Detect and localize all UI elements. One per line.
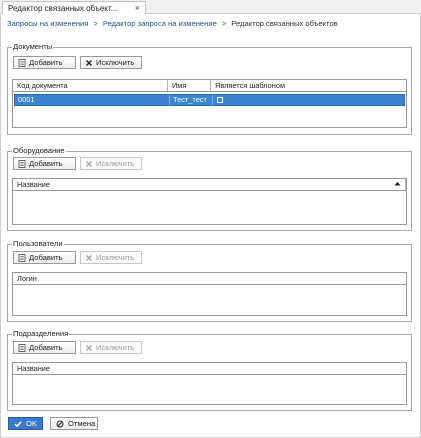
column-header-title[interactable]: Название xyxy=(17,364,51,373)
users-exclude-button[interactable] xyxy=(80,251,142,264)
breadcrumb-separator: > xyxy=(93,18,98,28)
departments-table xyxy=(12,362,407,405)
close-x-icon xyxy=(85,59,93,67)
equipment-group xyxy=(7,146,412,231)
departments-add-label: Добавить xyxy=(29,343,63,352)
breadcrumb-current: Редактор связанных объектов xyxy=(231,18,338,28)
tab-title: Редактор связанных объект... xyxy=(8,3,118,13)
users-add-label: Добавить xyxy=(29,253,63,262)
table-row[interactable] xyxy=(14,94,405,106)
equipment-exclude-button[interactable] xyxy=(80,157,142,170)
column-header-name[interactable]: Имя xyxy=(168,80,211,91)
documents-group xyxy=(7,42,412,135)
departments-legend: Подразделения xyxy=(13,329,69,338)
documents-exclude-button[interactable] xyxy=(80,56,142,69)
breadcrumb xyxy=(7,17,338,29)
cancel-button[interactable] xyxy=(50,417,98,430)
document-add-icon xyxy=(18,254,26,262)
users-table xyxy=(12,272,407,316)
close-x-icon xyxy=(85,160,93,168)
departments-group xyxy=(7,329,412,411)
close-x-icon xyxy=(85,344,93,352)
equipment-add-button[interactable] xyxy=(13,157,76,170)
cell-name: Тест_тест xyxy=(170,95,213,105)
breadcrumb-change-requests[interactable]: Запросы на изменения xyxy=(7,18,89,28)
documents-exclude-label: Исключить xyxy=(96,58,135,67)
equipment-table-header xyxy=(13,179,406,191)
document-add-icon xyxy=(18,344,26,352)
users-legend: Пользователи xyxy=(13,239,63,248)
cancel-label: Отмена xyxy=(68,419,96,428)
is-template-checkbox[interactable] xyxy=(217,97,223,103)
breadcrumb-separator: > xyxy=(221,18,227,28)
documents-table xyxy=(12,79,407,128)
cell-is-template xyxy=(213,95,404,105)
sort-ascending-icon[interactable] xyxy=(394,180,401,190)
documents-add-label: Добавить xyxy=(29,58,63,67)
ok-label: OK xyxy=(26,419,37,428)
column-header-code[interactable]: Код документа xyxy=(13,80,168,91)
users-table-header xyxy=(13,273,406,285)
users-add-button[interactable] xyxy=(13,251,76,264)
column-header-is-template[interactable]: Является шаблоном xyxy=(215,81,286,90)
breadcrumb-change-request-editor[interactable]: Редактор запроса на изменение xyxy=(102,18,217,28)
document-add-icon xyxy=(18,160,26,168)
departments-exclude-label: Исключить xyxy=(96,343,135,352)
equipment-exclude-label: Исключить xyxy=(96,159,135,168)
check-icon xyxy=(14,420,22,428)
equipment-table xyxy=(12,178,407,225)
documents-table-header xyxy=(13,80,406,92)
close-x-icon xyxy=(85,254,93,262)
documents-legend: Документы xyxy=(13,42,53,51)
equipment-legend: Оборудование xyxy=(13,146,65,155)
ok-button[interactable] xyxy=(8,417,43,430)
departments-table-header xyxy=(13,363,406,375)
equipment-add-label: Добавить xyxy=(29,159,63,168)
users-group xyxy=(7,239,412,322)
document-add-icon xyxy=(18,59,26,67)
column-header-login[interactable]: Логин xyxy=(17,274,37,283)
column-header-title[interactable]: Название xyxy=(13,179,406,190)
users-exclude-label: Исключить xyxy=(96,253,135,262)
documents-add-button[interactable] xyxy=(13,56,76,69)
cancel-icon xyxy=(56,420,64,428)
tab-related-objects-editor[interactable] xyxy=(2,1,146,14)
cell-code: 0001 xyxy=(15,95,170,105)
departments-add-button[interactable] xyxy=(13,341,76,354)
tab-bar xyxy=(0,0,421,14)
close-icon[interactable]: × xyxy=(134,3,140,13)
departments-exclude-button[interactable] xyxy=(80,341,142,354)
